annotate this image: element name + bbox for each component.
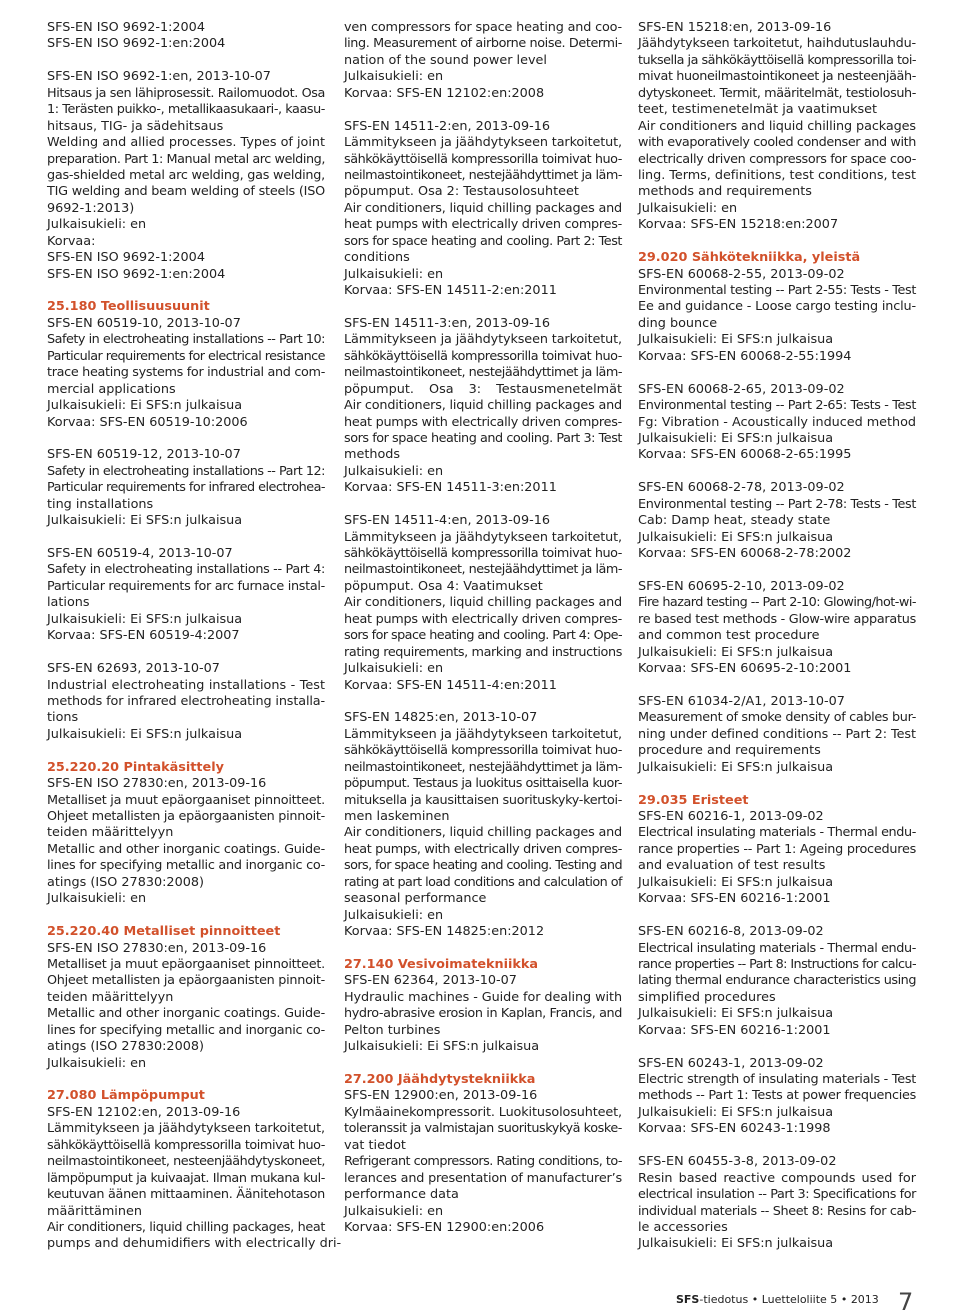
text-line: Korvaa: SFS-EN 12102:en:2008: [344, 85, 545, 101]
text-line: Measurement of smoke density of cables bur-: [638, 710, 916, 726]
text-line: Korvaa: SFS-EN 14511-4:en:2011: [344, 677, 557, 693]
text-line: Julkaisukieli: Ei SFS:n julkaisua: [638, 759, 834, 775]
text-line: heat pumps, with electrically driven compres-: [344, 841, 622, 857]
footer-separator-2: •: [840, 1293, 848, 1306]
text-line: Julkaisukieli: Ei SFS:n julkaisua: [47, 398, 243, 414]
text-line: SFS-EN 60068-2-78, 2013-09-02: [638, 480, 845, 496]
blank-line: [638, 562, 926, 578]
blank-line: [638, 1138, 926, 1154]
text-line: ting installations: [47, 496, 154, 512]
text-line: Julkaisukieli: en: [47, 891, 147, 907]
text-line: SFS-EN 15218:en, 2013-09-16: [638, 20, 832, 35]
text-line: Refrigerant compressors. Rating conditions, to-: [344, 1154, 622, 1170]
text-line: SFS-EN 12900:en, 2013-09-16: [344, 1088, 538, 1104]
text-line: SFS-EN 60519-12, 2013-10-07: [47, 447, 241, 463]
text-line: methods and requirements: [638, 184, 812, 200]
text-line: 9692-1:2013): [47, 200, 135, 216]
blank-line: [638, 365, 926, 381]
text-line: lines for specifying metallic and inorganic co-: [47, 858, 325, 874]
text-line: ven compressors for space heating and coo-: [344, 20, 622, 35]
text-line: atings (ISO 27830:2008): [47, 1039, 204, 1055]
text-line: Julkaisukieli: Ei SFS:n julkaisua: [638, 644, 834, 660]
text-line: Welding and allied processes. Types of joint: [47, 135, 325, 151]
text-line: sors, for space heating and cooling. Testing and: [344, 858, 622, 874]
text-line: performance data: [344, 1187, 459, 1203]
text-line: SFS-EN ISO 9692-1:en:2004: [47, 36, 226, 52]
text-line: keutuvan äänen mittaaminen. Äänitehotason: [47, 1187, 325, 1203]
text-line: Julkaisukieli: en: [344, 1203, 444, 1219]
text-line: SFS-EN 60243-1, 2013-09-02: [638, 1055, 824, 1071]
text-line: electrically driven compressors for space coo-: [638, 151, 916, 167]
text-line: Metalliset ja muut epäorgaaniset pinnoitteet.: [47, 792, 325, 808]
text-line: Electric strength of insulating materials - Test: [638, 1072, 916, 1087]
text-line: vat tiedot: [344, 1137, 406, 1153]
blank-line: [47, 1072, 335, 1088]
blank-line: [638, 678, 926, 694]
text-line: sähkökäyttöisellä kompressorilla toimivat huo-: [344, 546, 622, 561]
text-line: with evaporatively cooled condenser and with: [638, 135, 916, 151]
text-line: neilmastointikoneet, nestejäähdyttimet ja läm-: [344, 365, 622, 381]
text-line: Environmental testing -- Part 2-78: Tests - Test: [638, 496, 916, 512]
text-line: neilmastointikoneet, nestejäähdyttimet ja läm-: [344, 167, 622, 183]
text-line: Environmental testing -- Part 2-65: Tests - Test: [638, 398, 916, 414]
text-line: Korvaa: SFS-EN 60519-10:2006: [47, 414, 248, 430]
text-line: pöpumput. Testaus ja luokitus osittaisella kuor-: [344, 776, 622, 792]
blank-line: [47, 908, 335, 924]
text-line: Particular requirements for arc furnace instal-: [47, 578, 325, 594]
text-line: pumps and dehumidifiers with electrically dri-: [47, 1236, 342, 1252]
text-line: sähkökäyttöisellä kompressorilla toimivat huo-: [344, 348, 622, 364]
text-line: le accessories: [638, 1219, 728, 1235]
text-line: SFS-EN 14511-2:en, 2013-09-16: [344, 118, 550, 134]
text-line: Korvaa: SFS-EN 60519-4:2007: [47, 628, 240, 644]
section-heading: 27.080 Lämpöpumput: [47, 1088, 205, 1104]
text-line: SFS-EN 12102:en, 2013-09-16: [47, 1104, 241, 1120]
text-line: mivat huoneilmastointikoneet ja nesteenjääh-: [638, 69, 916, 85]
text-line: rance properties -- Part 8: Instructions for calcu-: [638, 956, 916, 972]
text-line: sors for space heating and cooling. Part 2: Test: [344, 233, 622, 249]
text-line: Hitsaus ja sen lähiprosessit. Railomuodot. Osa: [47, 85, 325, 101]
text-line: Safety in electroheating installations -- Part 10:: [47, 332, 325, 348]
text-line: ding bounce: [638, 315, 718, 331]
text-line: methods -- Part 1: Tests at power frequencies: [638, 1088, 916, 1104]
text-line: teiden määrittelyyn: [47, 825, 174, 841]
text-line: Ohjeet metallisten ja epäorgaanisten pinnoit-: [47, 973, 325, 989]
text-line: Julkaisukieli: Ei SFS:n julkaisua: [344, 1039, 540, 1055]
text-line: neilmastointikoneet, nestejäähdyttimet ja läm-: [344, 562, 622, 578]
text-line: Julkaisukieli: en: [47, 1055, 147, 1071]
text-line: re based test methods - Glow-wire apparatus: [638, 611, 916, 627]
text-line: Hydraulic machines - Guide for dealing with: [344, 989, 622, 1005]
text-line: ning under defined conditions -- Part 2: Test: [638, 726, 917, 742]
text-line: teiden määrittelyyn: [47, 989, 174, 1005]
blank-line: [344, 941, 632, 957]
section-heading: 25.220.20 Pintakäsittely: [47, 759, 224, 775]
text-line: seasonal performance: [344, 891, 487, 907]
text-line: tuksella ja sähkökäyttöisellä kompressorilla toi-: [638, 52, 916, 68]
blank-line: [344, 102, 632, 118]
text-line: methods for infrared electroheating installa-: [47, 693, 325, 709]
text-line: trace heating systems for industrial and com-: [47, 365, 325, 381]
text-line: sähkökäyttöisellä kompressorilla toimivat huo-: [47, 1137, 325, 1153]
text-line: Korvaa: SFS-EN 60216-1:2001: [638, 1022, 831, 1038]
text-line: SFS-EN 14511-3:en, 2013-09-16: [344, 315, 550, 331]
section-heading: 25.220.40 Metalliset pinnoitteet: [47, 924, 281, 940]
text-line: Lämmitykseen ja jäähdytykseen tarkoitetut,: [344, 726, 622, 742]
text-line: SFS-EN 14511-4:en, 2013-09-16: [344, 513, 550, 529]
text-line: SFS-EN 60519-4, 2013-10-07: [47, 546, 233, 561]
text-line: SFS-EN 14825:en, 2013-10-07: [344, 710, 538, 726]
text-line: Air conditioners, liquid chilling packages and: [344, 398, 622, 414]
blank-line: [344, 497, 632, 513]
blank-line: [344, 299, 632, 315]
text-line: Julkaisukieli: en: [344, 69, 444, 85]
text-line: heat pumps with electrically driven compres-: [344, 611, 622, 627]
text-line: neilmastointikoneet, nesteenjäähdytyskoneet,: [47, 1154, 325, 1170]
blank-line: [638, 908, 926, 924]
text-line: Kylmäainekompressorit. Luokitusolosuhteet,: [344, 1104, 622, 1120]
text-line: SFS-EN 60068-2-55, 2013-09-02: [638, 266, 845, 282]
text-line: methods: [344, 447, 401, 463]
section-heading: 29.020 Sähkötekniikka, yleistä: [638, 250, 861, 266]
text-line: Fg: Vibration - Acoustically induced method: [638, 414, 916, 430]
text-line: Metallic and other inorganic coatings. Guide-: [47, 1006, 325, 1022]
text-line: SFS-EN 60455-3-8, 2013-09-02: [638, 1154, 837, 1170]
text-line: procedure and requirements: [638, 743, 821, 759]
text-line: Ee and guidance - Loose cargo testing inclu-: [638, 299, 916, 315]
section-heading: 27.140 Vesivoimatekniikka: [344, 956, 539, 972]
text-line: sähkökäyttöisellä kompressorilla toimivat huo-: [344, 743, 622, 759]
text-line: Safety in electroheating installations -- Part 12:: [47, 463, 325, 479]
page-number: 7: [898, 1288, 914, 1316]
text-line: mercial applications: [47, 381, 176, 397]
text-line: rance properties -- Part 1: Ageing procedures: [638, 841, 916, 857]
text-line: Lämmitykseen ja jäähdytykseen tarkoitetut,: [47, 1121, 325, 1137]
text-line: SFS-EN ISO 9692-1:2004: [47, 20, 205, 35]
text-line: Lämmitykseen ja jäähdytykseen tarkoitetut,: [344, 332, 622, 348]
text-line: Korvaa: SFS-EN 60695-2-10:2001: [638, 661, 852, 677]
text-line: Julkaisukieli: en: [344, 661, 444, 677]
text-line: Air conditioners and liquid chilling packages: [638, 118, 916, 134]
text-line: rating at part load conditions and calculation of: [344, 874, 622, 890]
text-line: SFS-EN ISO 27830:en, 2013-09-16: [47, 940, 267, 956]
column-1: [47, 20, 342, 1253]
footer-brand-suffix: -tiedotus: [699, 1293, 749, 1306]
text-line: Pelton turbines: [344, 1022, 441, 1038]
text-line: SFS-EN ISO 9692-1:en, 2013-10-07: [47, 69, 271, 85]
text-line: atings (ISO 27830:2008): [47, 874, 204, 890]
text-line: Julkaisukieli: en: [344, 463, 444, 479]
text-line: TIG welding and beam welding of steels (ISO: [47, 184, 325, 200]
text-line: Julkaisukieli: Ei SFS:n julkaisua: [638, 1236, 834, 1252]
blank-line: [638, 234, 926, 250]
text-line: Metalliset ja muut epäorgaaniset pinnoitteet.: [47, 956, 325, 972]
text-line: Particular requirements for electrical resistance: [47, 348, 325, 364]
text-line: neilmastointikoneet, nestejäähdyttimet ja läm-: [344, 759, 622, 775]
text-line: Julkaisukieli: Ei SFS:n julkaisua: [638, 430, 834, 446]
text-line: sors for space heating and cooling. Part 3: Test: [344, 430, 622, 446]
blank-line: [47, 53, 335, 69]
text-line: Air conditioners, liquid chilling packages and: [344, 200, 622, 216]
text-line: lating thermal endurance characteristics using: [638, 973, 916, 989]
text-line: heat pumps with electrically driven compres-: [344, 414, 622, 430]
text-line: simplified procedures: [638, 989, 776, 1005]
text-line: SFS-EN 60519-10, 2013-10-07: [47, 315, 241, 331]
blank-line: [638, 464, 926, 480]
text-line: Korvaa: SFS-EN 15218:en:2007: [638, 217, 839, 233]
text-line: mituksella ja kausittaisen suorituskyky-kertoi-: [344, 792, 622, 808]
text-line: Julkaisukieli: Ei SFS:n julkaisua: [638, 529, 834, 545]
text-line: rating requirements, marking and instructions: [344, 644, 622, 660]
text-line: preparation. Part 1: Manual metal arc welding,: [47, 151, 325, 167]
text-line: määrittäminen: [47, 1203, 142, 1219]
text-line: SFS-EN 62364, 2013-10-07: [344, 973, 517, 989]
blank-line: [638, 776, 926, 792]
text-line: Korvaa: SFS-EN 60068-2-55:1994: [638, 348, 852, 364]
blank-line: [344, 1056, 632, 1072]
text-line: Fire hazard testing -- Part 2-10: Glowing/hot-wi-: [638, 595, 916, 611]
section-heading: 27.200 Jäähdytystekniikka: [344, 1072, 536, 1087]
text-line: gas-shielded metal arc welding, gas welding,: [47, 167, 325, 183]
text-line: Julkaisukieli: Ei SFS:n julkaisua: [638, 874, 834, 890]
text-line: SFS-EN 60068-2-65, 2013-09-02: [638, 381, 845, 397]
text-line: Industrial electroheating installations - Test: [47, 677, 325, 693]
text-line: SFS-EN ISO 9692-1:en:2004: [47, 266, 226, 282]
text-line: Julkaisukieli: Ei SFS:n julkaisua: [638, 1104, 834, 1120]
text-line: Safety in electroheating installations -- Part 4:: [47, 562, 325, 578]
text-line: Air conditioners, liquid chilling packages and: [344, 595, 622, 611]
text-line: SFS-EN ISO 27830:en, 2013-09-16: [47, 776, 267, 792]
text-line: Environmental testing -- Part 2-55: Tests - Test: [638, 283, 916, 298]
text-line: Cab: Damp heat, steady state: [638, 513, 831, 529]
text-line: Lämmitykseen ja jäähdytykseen tarkoitetut,: [344, 135, 622, 151]
text-line: lerances and presentation of manufacturer’s: [344, 1170, 622, 1186]
text-line: Julkaisukieli: Ei SFS:n julkaisua: [47, 611, 243, 627]
text-line: sähkökäyttöisellä kompressorilla toimivat huo-: [344, 151, 622, 167]
text-line: Korvaa: SFS-EN 60068-2-65:1995: [638, 447, 852, 463]
blank-line: [47, 645, 335, 661]
footer-issue: Luetteloliite 5: [761, 1293, 838, 1306]
text-line: ling. Measurement of airborne noise. Determi-: [344, 36, 622, 52]
text-line: individual materials -- Sheet 8: Resins for cab-: [638, 1203, 916, 1219]
text-line: Julkaisukieli: en: [344, 266, 444, 282]
blank-line: [47, 431, 335, 447]
text-line: Korvaa:: [47, 233, 96, 249]
text-line: Julkaisukieli: en: [638, 200, 738, 216]
text-line: SFS-EN 61034-2/A1, 2013-10-07: [638, 693, 845, 709]
text-line: Particular requirements for infrared electrohea-: [47, 480, 325, 496]
text-line: SFS-EN 62693, 2013-10-07: [47, 661, 220, 677]
text-line: Electrical insulating materials - Thermal endu-: [638, 940, 916, 956]
text-line: teet, testimenetelmät ja vaatimukset: [638, 102, 878, 118]
text-line: toleranssit ja valmistajan suorituskykyä koske-: [344, 1121, 622, 1137]
text-line: hitsaus, TIG- ja sädehitsaus: [47, 118, 224, 134]
text-line: lämpöpumput ja kuivaajat. Ilman mukana kul-: [47, 1170, 325, 1186]
footer-year: 2013: [850, 1293, 879, 1306]
text-line: hydro-abrasive erosion in Kaplan, Francis, and: [344, 1006, 622, 1022]
text-line: Korvaa: SFS-EN 14511-2:en:2011: [344, 283, 557, 298]
blank-line: [47, 283, 335, 299]
section-heading: 29.035 Eristeet: [638, 792, 749, 808]
text-line: tions: [47, 710, 79, 726]
column-2: [344, 20, 632, 1236]
text-line: Julkaisukieli: Ei SFS:n julkaisua: [47, 726, 243, 742]
text-line: Korvaa: SFS-EN 14825:en:2012: [344, 924, 545, 940]
text-line: dytyskoneet. Termit, määritelmät, testiolosuh-: [638, 85, 916, 101]
text-line: Julkaisukieli: en: [344, 907, 444, 923]
text-line: SFS-EN 60695-2-10, 2013-09-02: [638, 578, 845, 594]
text-line: pöpumput. Osa 3: Testausmenetelmät: [344, 381, 622, 397]
text-line: conditions: [344, 250, 410, 266]
page-footer: [676, 1293, 879, 1306]
text-line: SFS-EN 60216-8, 2013-09-02: [638, 924, 824, 940]
text-line: Korvaa: SFS-EN 60216-1:2001: [638, 891, 831, 907]
section-heading: 25.180 Teollisuusuunit: [47, 299, 210, 315]
text-line: Korvaa: SFS-EN 60243-1:1998: [638, 1121, 831, 1137]
text-line: ling. Terms, definitions, test conditions, test: [638, 167, 916, 183]
blank-line: [638, 1039, 926, 1055]
text-line: Metallic and other inorganic coatings. Guide-: [47, 841, 325, 857]
footer-brand: SFS: [676, 1293, 700, 1306]
blank-line: [47, 743, 335, 759]
text-line: pöpumput. Osa 2: Testausolosuhteet: [344, 184, 579, 200]
text-line: Air conditioners, liquid chilling packages, heat: [47, 1219, 326, 1235]
text-line: SFS-EN ISO 9692-1:2004: [47, 250, 205, 266]
text-line: Julkaisukieli: Ei SFS:n julkaisua: [638, 332, 834, 348]
text-line: Jäähdytykseen tarkoitetut, haihdutuslauhdu-: [638, 36, 916, 52]
text-line: lations: [47, 595, 90, 611]
text-line: men laskeminen: [344, 809, 450, 824]
text-line: Korvaa: SFS-EN 12900:en:2006: [344, 1219, 545, 1235]
text-line: Resin based reactive compounds used for: [638, 1170, 916, 1186]
blank-line: [344, 694, 632, 710]
text-line: nation of the sound power level: [344, 52, 547, 68]
text-line: heat pumps with electrically driven compres-: [344, 217, 622, 233]
text-line: Lämmitykseen ja jäähdytykseen tarkoitetut,: [344, 529, 622, 545]
text-line: Korvaa: SFS-EN 14511-3:en:2011: [344, 480, 557, 496]
text-line: electrical insulation -- Part 3: Specifications for: [638, 1187, 916, 1203]
text-line: pöpumput. Osa 4: Vaatimukset: [344, 578, 543, 594]
footer-separator: •: [751, 1293, 759, 1306]
text-line: Electrical insulating materials - Thermal endu-: [638, 825, 916, 841]
text-line: 1: Terästen puikko-, metallikaasukaari-, kaasu-: [47, 102, 325, 118]
text-line: lines for specifying metallic and inorganic co-: [47, 1022, 325, 1038]
blank-line: [47, 530, 335, 546]
text-line: sors for space heating and cooling. Part 4: Ope-: [344, 628, 622, 644]
text-line: Korvaa: SFS-EN 60068-2-78:2002: [638, 546, 852, 561]
text-line: and evaluation of test results: [638, 858, 826, 874]
text-line: Air conditioners, liquid chilling packages and: [344, 825, 622, 841]
column-3: [638, 20, 926, 1253]
text-line: Ohjeet metallisten ja epäorgaanisten pinnoit-: [47, 809, 325, 824]
text-line: Julkaisukieli: Ei SFS:n julkaisua: [47, 513, 243, 529]
text-line: and common test procedure: [638, 628, 820, 644]
text-line: Julkaisukieli: en: [47, 217, 147, 233]
text-line: Julkaisukieli: Ei SFS:n julkaisua: [638, 1006, 834, 1022]
text-line: SFS-EN 60216-1, 2013-09-02: [638, 809, 824, 824]
